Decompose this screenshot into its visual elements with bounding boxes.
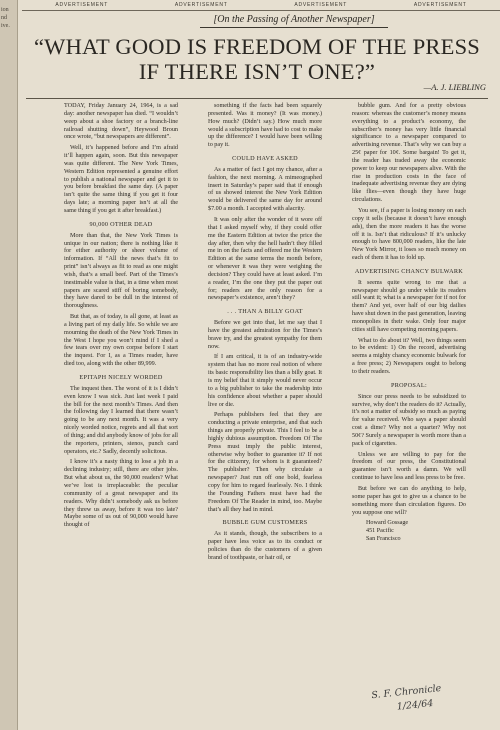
paragraph: bubble gum. And for a pretty obvious reason: whereas the customer’s money means everything to a product’s economy, the subscriber’s money has very little financial significance to a newspaper compared to advertising revenue. That’s why we can buy a 25¢ paper for 10¢. Some bargain! To get it, the reader has traded away the economic power to keep our newspapers alive. With the rise in production costs in the face of inadequate advertising revenue they are dying like flies—even though they have huge circulations. [352,103,466,204]
section-heading: 90,000 OTHER DEAD [89,220,153,228]
divider [26,98,488,99]
paragraph: It seems quite wrong to me that a newspaper should go under while its readers still want it; what is a newspaper for if not for them? And yet, over half of our big dailies have shut down in the past generation, leaving monopolies in their wake. Only four major cities still have competing morning papers. [352,279,466,333]
paragraph: More than that, the New York Times is unique in our nation; there is nothing like it for either authority or sheer volume of information. If “All the news that’s fit to print” isn’t always as fit to read as one might wish, that’s a small beef. Part of the Times’s inestimable value is that, in a time when most papers are scared stiff of boring somebody, they have dared to be dull in the interest of thoroughness. [64,232,178,310]
paragraph: TODAY, Friday January 24, 1964, is a sad day: another newspaper has died. “I wouldn’t weep about a shoe factory or a branch-line railroad shutting down”, Heywood Broun once wrote, “but newspapers are different”. [64,103,178,141]
author-signature-line: 451 Pacific [366,528,394,535]
handwritten-note [371,679,473,717]
paragraph: But that, as of today, is all gone, at least as a living part of my daily life. So while we are mourning the death of the New York Times in the West I hope you won’t mind if I shed a few tears over my own corpse before I start the inquest. For I, as a Times reader, have died too, along with the other 89,999. [64,314,178,368]
advertisement-label: ADVERTISEMENT [294,2,348,8]
section-heading: COULD HAVE ASKED [232,155,298,163]
author-signature-line: Howard Gossage [366,520,409,527]
left-strip-text: ion [1,7,9,13]
paragraph: Before we get into that, let me say that I have the greatest admiration for the Times’s brave try, and the greatest sympathy for them now. [208,320,322,350]
left-strip-text: ive. [1,23,10,29]
advertisement-label: ADVERTISEMENT [413,2,467,8]
paragraph: The inquest then. The worst of it is I didn’t even know I was sick. Just last week I paid the bill for the next month’s Times. And then the following day I learned that there wasn’t going to be any next month. It was a very nicely worded notice, regrets and all that sort of thing; and did anybody know of jobs for all the reporters, printers, stenos, punch card operators, etc.? Sadly, decently solicitous. [64,385,178,455]
section-heading: BUBBLE GUM CUSTOMERS [222,519,308,527]
kicker: [On the Passing of Another Newspaper] [200,14,388,28]
advertisement-bar [22,0,500,11]
paragraph: I know it’s a nasty thing to lose a job in a declining industry; still, there are other jobs. But what about us, the 90,000 readers? What we’ve lost is irreplaceable: the peculiar community of a great newspaper and its readers. Why didn’t somebody ask us before they threw us away, before it was too late? Maybe some of us out of 90,000 would have thought of [64,459,178,529]
paragraph: What to do about it? Well, two things seem to be evident: 1) On the record, advertising seems a mighty chancy economic bulwark for a free press; 2) Newspapers ought to belong to their readers. [352,337,466,375]
paragraph: Since our press needs to be subsidized to survive, why don’t the readers do it? Actually, it’s not a matter of subsidy so much as paying for value received. Who says a paper should cost a dime? Why not a quarter? Why not 50¢? Surely a newspaper is worth more than a pack of cigarettes. [352,393,466,447]
article-column-2 [208,103,322,566]
article-column-1 [64,103,178,533]
paragraph: As a matter of fact I got my chance, after a fashion, the next morning. A mimeographed insert in Saturday’s paper said that if enough of us showed interest the New York Edition would be delivered the same day for around $7.00 a month. I accepted with alacrity. [208,166,322,213]
paragraph: Perhaps publishers feel that they are conducting a private enterprise, and that such things are properly private. This I feel to be a highly dubious assumption. Freedom Of The Press must imply the public interest, otherwise why bother to guarantee it? If not for the citizenry, for whom is it guaranteed? The publisher? Then why circulate a newspaper? Just run off one bold, fearless copy for him to regard fearlessly. No. I think the Founding Fathers must have had the Freedom Of The Reader in mind, too. Maybe that’s all they had in mind. [208,412,322,513]
left-margin-strip [0,0,18,730]
left-strip-text: nd [1,15,7,21]
advertisement-label: ADVERTISEMENT [55,2,109,8]
byline: —A. J. LIEBLING [423,82,486,92]
section-heading: ADVERTISING CHANCY BULWARK [354,267,464,275]
handwritten-source: S. F. Chronicle [370,682,442,702]
advertisement-label: ADVERTISEMENT [174,2,228,8]
headline: “WHAT GOOD IS FREEDOM OF THE PRESS IF THERE ISN’T ONE?” [33,34,480,84]
paragraph: Unless we are willing to pay for the freedom of our press, the Constitutional guarantee isn’t worth a damn. We will continue to have less and less press to be free. [352,451,466,482]
section-heading: EPITAPH NICELY WORDED [79,374,163,381]
handwritten-date: 1/24/64 [396,697,434,713]
paragraph: As it stands, though, the subscribers to a paper have less voice as to its conduct or policies than do the customers of a given brand of toothpaste, or hair oil, or [208,531,322,561]
paragraph: It was only after the wonder of it wore off that I asked myself why, if they could offer me the Eastern Edition at twice the price the day after, then why the hell hadn’t they filled me in on the facts and offered me the Western Edition at the same terms the month before, or whenever it was they were weighing the decision? They could have at least asked. I’m a reader, I’m the one they put the paper out for; readers are the only reason for a newspaper’s existence, aren’t they? [208,216,322,302]
paragraph: But before we can do anything to help, some paper has got to give us a chance to be something more than circulation figures. Do you suppose one will? [352,485,466,516]
paragraph: something if the facts had been squarely presented. Was it money? (It was money.) How much? (Didn’t say.) How much more would a subscription have had to cost to make up the difference? I would have been willing to pay it. [208,103,322,149]
section-heading: . . . THAN A BILLY GOAT [227,308,303,316]
paragraph: If I am critical, it is of an industry-wide system that has no more real notion of where its basic responsibility lies than a billy goat. It is my belief that it simply would never occur to a big publisher to take the readership into his confidence about whether a paper should live or die. [208,354,322,408]
paragraph: You see, if a paper is losing money on each copy it sells (because it doesn’t have enough ads), then the more readers it has the worse off it is. Isn’t that ridiculous? If it’s unlucky enough to have 800,000 readers, like the late New York Mirror, it loses so much money on each of them it has to fold up. [352,207,466,262]
paragraph: Well, it’s happened before and I’m afraid it’ll happen again, soon. But this newspaper was quite different. The New York Times, Western Edition represented a genuine effort to publish a national newspaper and get it to you before breakfast the same day. (A paper isn’t quite the same thing if you get it four days late; a morning paper isn’t at all the same thing if you get it after breakfast.) [64,145,178,214]
author-signature-line: San Francisco [366,536,401,543]
section-heading: PROPOSAL: [390,381,428,389]
article-column-3 [352,103,466,544]
